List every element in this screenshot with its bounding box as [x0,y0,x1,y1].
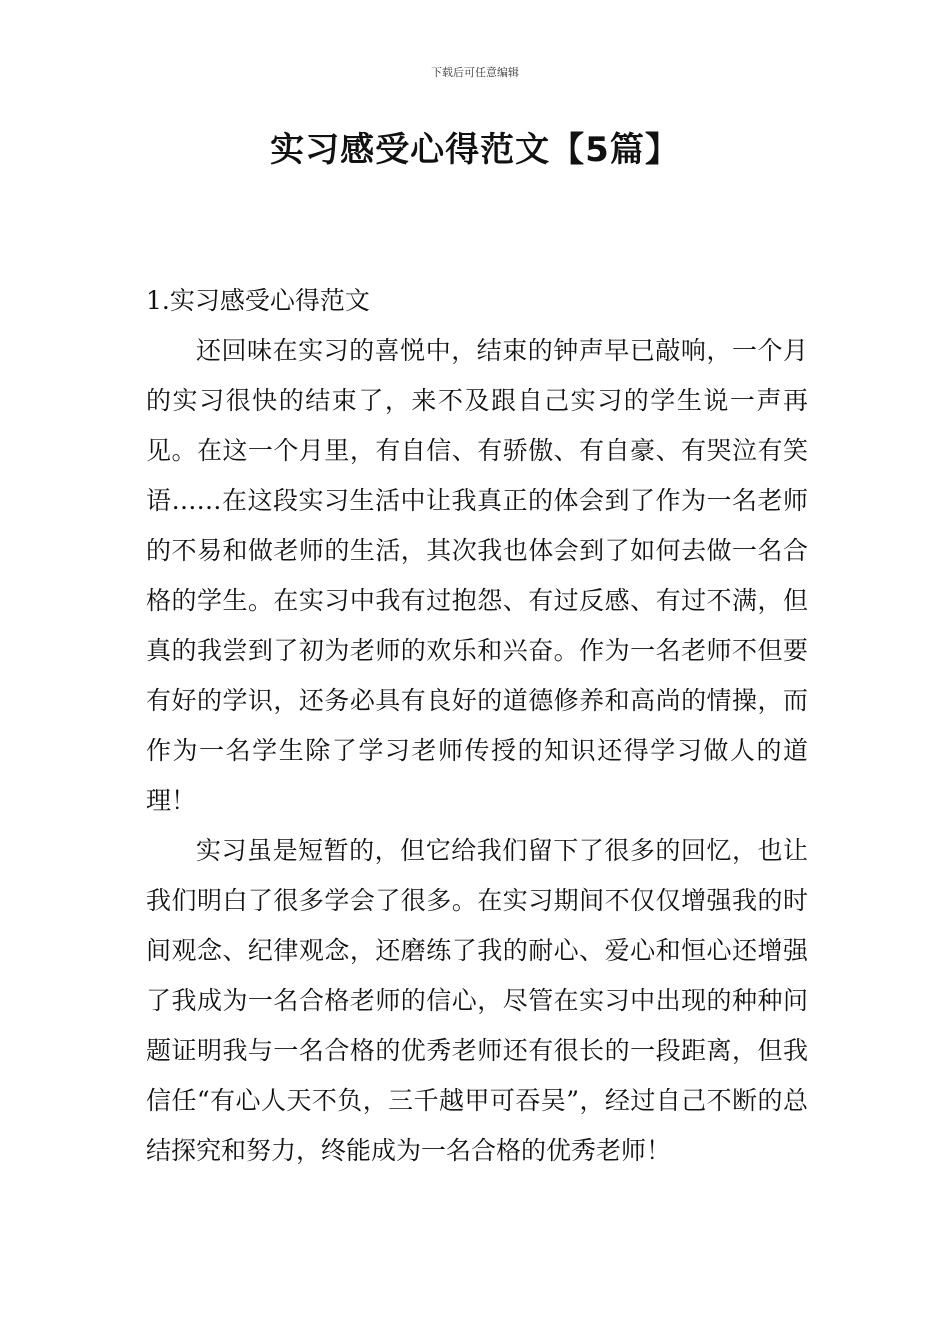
paragraph: 实习虽是短暂的，但它给我们留下了很多的回忆，也让我们明白了很多学会了很多。在实习期间不仅仅增强我的时间观念、纪律观念，还磨练了我的耐心、爱心和恒心还增强了我成为一名合格老师的信心，尽管在实习中出现的种种问题证明我与一名合格的优秀老师还有很长的一段距离，但我信任“有心人天不负，三千越甲可吞吴”，经过自己不断的总结探究和努力，终能成为一名合格的优秀老师！ [146,836,808,1165]
paragraph: 还回味在实习的喜悦中，结束的钟声早已敲响，一个月的实习很快的结束了，来不及跟自己实习的学生说一声再见。在这一个月里，有自信、有骄傲、有自豪、有哭泣有笑语……在这段实习生活中让我真正的体会到了作为一名老师的不易和做老师的生活，其次我也体会到了如何去做一名合格的学生。在实习中我有过抱怨、有过反感、有过不满，但真的我尝到了初为老师的欢乐和兴奋。作为一名老师不但要有好的学识，还务必具有良好的道德修养和高尚的情操，而作为一名学生除了学习老师传授的知识还得学习做人的道理！ [146,336,808,815]
section-heading: 1.实习感受心得范文 [146,286,370,315]
document-body [146,276,808,1176]
header-note: 下载后可任意编辑 [431,66,519,79]
document-title: 实习感受心得范文【5篇】 [270,130,680,170]
